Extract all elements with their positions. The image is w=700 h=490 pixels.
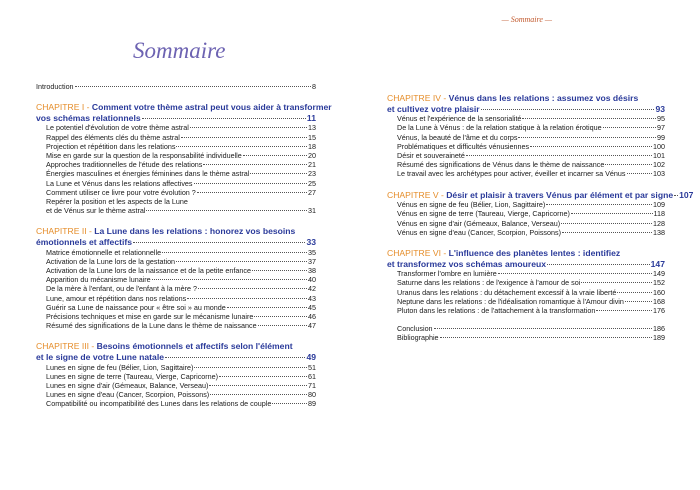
toc-entry[interactable] <box>36 188 316 197</box>
chapter-heading-line <box>36 341 316 352</box>
toc-entry-title: Lunes en signe d'air (Gémeaux, Balance, Verseau) <box>46 381 209 391</box>
toc-chapter[interactable] <box>387 189 694 201</box>
toc-page-number: 95 <box>657 114 665 124</box>
toc-page-number: 42 <box>308 284 316 294</box>
dot-leader <box>466 155 652 156</box>
toc-page-number: 21 <box>308 160 316 170</box>
toc-entry[interactable] <box>387 228 665 237</box>
toc-page-number: 107 <box>679 189 694 200</box>
dot-leader <box>530 146 652 147</box>
chapter-heading-line <box>36 102 332 113</box>
dot-leader <box>481 109 655 110</box>
dot-leader <box>198 288 307 289</box>
toc-entry-title: Mise en garde sur la question de la responsabilité individuelle <box>46 151 242 160</box>
toc-page-number: 149 <box>653 269 665 279</box>
toc-entry-title: Précisions techniques et mise en garde sur le mécanisme lunaire <box>46 312 254 322</box>
toc-page-number: 97 <box>657 123 665 133</box>
toc-entry-title: Lune, amour et répétition dans nos relations <box>46 293 187 303</box>
toc-entry[interactable] <box>387 123 665 132</box>
toc-entry-title: Lunes en signe de terre (Taureau, Vierge, Capricorne) <box>46 371 219 381</box>
dot-leader <box>243 155 307 156</box>
page-title: Sommaire <box>133 38 226 63</box>
chapter-title <box>387 190 673 201</box>
toc-entry[interactable] <box>36 257 316 266</box>
toc-entry[interactable] <box>36 160 316 169</box>
toc-page-number: 138 <box>653 227 665 237</box>
toc-page-number: 43 <box>308 293 316 303</box>
dot-leader <box>440 337 652 338</box>
toc-entry-title: Comment utiliser ce livre pour votre évolution ? <box>46 187 196 197</box>
dot-leader <box>522 118 656 119</box>
toc-entry[interactable] <box>387 114 665 123</box>
toc-page-number: 147 <box>650 258 665 269</box>
toc-page-number: 25 <box>308 178 316 188</box>
chapter-title: et cultivez votre plaisir <box>387 103 480 114</box>
dot-leader <box>190 127 307 128</box>
toc-entry[interactable] <box>36 142 316 151</box>
toc-page-number: 8 <box>312 82 316 91</box>
chapter-heading-line[interactable] <box>36 113 316 124</box>
toc-page-number: 93 <box>655 103 665 114</box>
toc-page-number: 46 <box>308 312 316 322</box>
toc-page-number: 71 <box>308 381 316 391</box>
chapter-label: CHAPITRE VI - <box>387 248 449 259</box>
toc-entry-title: Vénus, la beauté de l'âme et du corps <box>397 132 518 142</box>
toc-entry-title: Le potentiel d'évolution de votre thème astral <box>46 123 189 133</box>
toc-entry[interactable] <box>36 169 316 178</box>
dot-leader <box>203 164 307 165</box>
toc-page-number: 189 <box>653 333 665 343</box>
toc-page-number: 15 <box>308 132 316 142</box>
dot-leader <box>547 264 650 265</box>
chapter-title: et le signe de votre Lune natale <box>36 352 164 363</box>
dot-leader <box>219 376 307 377</box>
dot-leader <box>546 204 652 205</box>
toc-entry[interactable] <box>387 278 665 287</box>
toc-entry-title: Lunes en signe d'eau (Cancer, Scorpion, Poissons) <box>46 390 210 400</box>
dot-leader <box>252 270 307 271</box>
dot-leader <box>498 273 652 274</box>
toc-page-number: 160 <box>653 287 665 297</box>
toc-page-number: 118 <box>653 209 665 219</box>
dot-leader <box>250 173 307 174</box>
toc-page-number: 109 <box>653 200 665 210</box>
dot-leader <box>674 195 678 196</box>
chapter-heading-line[interactable] <box>36 352 316 363</box>
dot-leader <box>194 183 307 184</box>
dot-leader <box>605 164 652 165</box>
chapter-title: et transformez vos schémas amoureux <box>387 258 547 269</box>
toc-entry-title: Neptune dans les relations : de l'idéalisation romantique à l'Amour divin <box>397 296 624 306</box>
dot-leader <box>146 210 307 211</box>
toc-entry[interactable] <box>36 266 316 275</box>
chapter-title: Comment votre thème astral peut vous aider à transformer <box>91 102 332 113</box>
toc-page-number: 23 <box>308 169 316 179</box>
toc-entry-title: Lunes en signe de feu (Bélier, Lion, Sagittaire) <box>46 362 194 372</box>
toc-entry[interactable] <box>387 219 665 228</box>
toc-entry-title: Désir et souveraineté <box>397 151 465 160</box>
chapter-heading-line <box>387 93 665 104</box>
toc-entry[interactable] <box>387 306 665 315</box>
toc-entry-title: Transformer l'ombre en lumière <box>397 269 497 279</box>
toc-entry[interactable] <box>387 288 665 297</box>
toc-entry-title: Conclusion <box>397 324 433 334</box>
dot-leader <box>518 137 656 138</box>
dot-leader <box>434 328 652 329</box>
toc-page-number: 20 <box>308 151 316 160</box>
toc-entry[interactable] <box>387 269 665 278</box>
toc-entry-title: et de Vénus sur le thème astral <box>46 206 146 216</box>
chapter-heading-line[interactable] <box>387 259 665 270</box>
dot-leader <box>227 307 307 308</box>
toc-page-number: 11 <box>306 112 316 123</box>
toc-entry[interactable] <box>36 381 316 390</box>
toc-page-number: 176 <box>653 306 665 316</box>
toc-entry-title: De la Lune à Vénus : de la relation statique à la relation érotique <box>397 123 602 133</box>
toc-page-number: 35 <box>308 247 316 257</box>
chapter-title: Besoins émotionnels et affectifs selon l'élément <box>96 341 293 352</box>
chapter-title: Vénus dans les relations : assumez vos désirs <box>448 93 639 103</box>
toc-chapter[interactable] <box>387 93 665 114</box>
chapter-label: CHAPITRE V - <box>387 189 447 200</box>
toc-page-number: 47 <box>308 321 316 331</box>
dot-leader <box>152 279 307 280</box>
toc-chapter[interactable] <box>36 102 332 123</box>
dot-leader <box>617 292 652 293</box>
chapter-heading-line <box>36 226 316 237</box>
toc-entry[interactable] <box>36 390 316 399</box>
toc-entry[interactable] <box>387 160 665 169</box>
dot-leader <box>176 146 307 147</box>
chapter-heading-line[interactable] <box>387 104 665 115</box>
toc-entry[interactable] <box>36 399 316 408</box>
toc-page-number: 37 <box>308 256 316 266</box>
dot-leader <box>561 223 652 224</box>
toc-entry-title: Introduction <box>36 82 74 91</box>
toc-entry-title: Compatibilité ou incompatibilité des Lunes dans les relations de couple <box>46 399 272 409</box>
chapter-heading-line <box>387 189 694 201</box>
dot-leader <box>165 357 305 358</box>
toc-entry[interactable] <box>36 321 316 330</box>
toc-entry-title: Résumé des significations de la Lune dans le thème de naissance <box>46 321 257 331</box>
toc-entry[interactable] <box>36 248 316 257</box>
dot-leader <box>133 242 305 243</box>
toc-page-number: 101 <box>653 151 665 160</box>
toc-left-column <box>36 82 332 409</box>
toc-entry-title: Pluton dans les relations : de l'attachement à la transformation <box>397 306 596 316</box>
toc-entry[interactable] <box>36 133 316 142</box>
toc-entry[interactable] <box>36 275 316 284</box>
toc-entry[interactable] <box>387 151 665 160</box>
dot-leader <box>571 213 653 214</box>
toc-entry[interactable] <box>387 133 665 142</box>
toc-entry-continued[interactable] <box>36 206 316 215</box>
toc-page-number: 102 <box>653 160 665 170</box>
dot-leader <box>627 173 652 174</box>
toc-entry-title: Apparition du mécanisme lunaire <box>46 275 151 285</box>
toc-entry[interactable] <box>387 169 665 178</box>
chapter-title: émotionnels et affectifs <box>36 237 132 248</box>
toc-page-number: 152 <box>653 278 665 288</box>
dot-leader <box>581 282 652 283</box>
toc-entry[interactable] <box>36 303 316 312</box>
toc-page-number: 89 <box>308 399 316 409</box>
dot-leader <box>254 316 307 317</box>
toc-page-number: 61 <box>308 371 316 381</box>
dot-leader <box>625 301 652 302</box>
toc-entry[interactable] <box>36 363 316 372</box>
dot-leader <box>209 385 307 386</box>
running-header: — Sommaire — <box>501 15 552 24</box>
toc-page-number: 103 <box>653 169 665 179</box>
chapter-title: L'influence des planètes lentes : identifiez <box>448 248 621 259</box>
toc-page-number: 49 <box>306 352 316 363</box>
toc-entry[interactable] <box>36 284 316 293</box>
toc-entry[interactable] <box>387 142 665 151</box>
toc-page-number: 33 <box>306 237 316 248</box>
toc-page-number: 18 <box>308 141 316 151</box>
dot-leader <box>187 298 307 299</box>
chapter-label: CHAPITRE IV - <box>387 93 449 103</box>
toc-page-number: 31 <box>308 206 316 216</box>
toc-entry-title: Saturne dans les relations : de l'exigence à l'amour de soi <box>397 278 581 288</box>
toc-entry-title: Guérir sa Lune de naissance pour « être soi » au monde <box>46 302 226 312</box>
dot-leader <box>181 137 307 138</box>
chapter-title: vos schémas relationnels <box>36 112 141 123</box>
toc-entry[interactable] <box>36 294 316 303</box>
chapter-heading-line[interactable] <box>36 237 316 248</box>
toc-entry-title: Vénus en signe d'eau (Cancer, Scorpion, Poissons) <box>397 227 561 237</box>
dot-leader <box>258 325 307 326</box>
toc-chapter[interactable] <box>387 248 665 269</box>
toc-entry-title: Vénus en signe d'air (Gémeaux, Balance, Verseau) <box>397 218 561 228</box>
dot-leader <box>272 403 307 404</box>
toc-entry-title: De la mère à l'enfant, ou de l'enfant à la mère ? <box>46 284 197 294</box>
dot-leader <box>210 394 307 395</box>
toc-entry-title: Matrice émotionnelle et relationnelle <box>46 247 162 257</box>
toc-entry-title: Vénus et l'expérience de la sensorialité <box>397 114 522 124</box>
toc-entry[interactable] <box>387 324 665 333</box>
chapter-label: CHAPITRE III - <box>36 341 97 352</box>
toc-entry[interactable] <box>387 200 665 209</box>
chapter-label: CHAPITRE I - <box>36 102 92 113</box>
toc-page-number: 186 <box>653 324 665 334</box>
toc-entry-title: Activation de la Lune lors de la gestation <box>46 256 176 266</box>
dot-leader <box>75 86 311 87</box>
toc-entry[interactable] <box>36 179 316 188</box>
toc-entry-title: Résumé des significations de Vénus dans le thème de naissance <box>397 160 605 170</box>
toc-entry-title: La Lune et Vénus dans les relations affectives <box>46 178 193 188</box>
toc-entry[interactable] <box>387 333 665 342</box>
toc-page-number: 13 <box>308 123 316 133</box>
toc-right-column <box>387 82 694 343</box>
toc-entry-title: Le travail avec les archétypes pour activer, éveiller et incarner sa Vénus <box>397 169 626 179</box>
chapter-title: Désir et plaisir à travers Vénus par élément et par signe <box>446 189 674 200</box>
dot-leader <box>596 310 652 311</box>
toc-page-number: 128 <box>653 218 665 228</box>
toc-page-number: 100 <box>653 141 665 151</box>
toc-entry[interactable] <box>387 297 665 306</box>
toc-entry-title: Approches traditionnelles de l'étude des relations <box>46 160 203 170</box>
toc-page-number: 27 <box>308 187 316 197</box>
toc-entry-title: Vénus en signe de terre (Taureau, Vierge, Capricorne) <box>397 209 570 219</box>
dot-leader <box>194 367 307 368</box>
toc-entry[interactable] <box>36 312 316 321</box>
toc-entry-title: Problématiques et difficultés vénusiennes <box>397 141 530 151</box>
toc-page-number: 168 <box>653 296 665 306</box>
toc-entry-title: Rappel des éléments clés du thème astral <box>46 132 180 142</box>
toc-entry[interactable] <box>387 209 665 218</box>
chapter-title: La Lune dans les relations : honorez vos besoins <box>94 226 296 237</box>
toc-entry[interactable] <box>36 123 316 132</box>
toc-entry[interactable] <box>36 151 316 160</box>
dot-leader <box>176 261 307 262</box>
toc-page-number: 80 <box>308 390 316 400</box>
toc-entry-title: Repérer la position et les aspects de la Lune <box>46 197 188 207</box>
toc-entry-title: Vénus en signe de feu (Bélier, Lion, Sagittaire) <box>397 200 546 210</box>
toc-entry-title: Activation de la Lune lors de la naissance et de la petite enfance <box>46 266 251 276</box>
dot-leader <box>142 118 306 119</box>
chapter-heading-line <box>387 248 665 259</box>
toc-entry-title: Uranus dans les relations : du détachement excessif à la vraie liberté <box>397 287 617 297</box>
toc-entry[interactable] <box>36 372 316 381</box>
spacer <box>387 315 665 324</box>
toc-page-number: 38 <box>308 266 316 276</box>
dot-leader <box>562 232 652 233</box>
toc-entry-title: Projection et répétition dans les relations <box>46 141 176 151</box>
chapter-label: CHAPITRE II - <box>36 226 95 237</box>
toc-entry-title: Bibliographie <box>397 333 439 343</box>
dot-leader <box>197 192 307 193</box>
dot-leader <box>162 252 307 253</box>
toc-entry[interactable] <box>36 197 316 206</box>
toc-entry-title: Énergies masculines et énergies féminines dans le thème astral <box>46 169 250 179</box>
toc-page-number: 99 <box>657 132 665 142</box>
toc-chapter[interactable] <box>36 226 316 247</box>
toc-page-number: 51 <box>308 362 316 372</box>
toc-page-number: 40 <box>308 275 316 285</box>
toc-entry[interactable] <box>36 82 316 91</box>
toc-chapter[interactable] <box>36 341 316 362</box>
dot-leader <box>603 127 656 128</box>
toc-page-number: 45 <box>308 302 316 312</box>
